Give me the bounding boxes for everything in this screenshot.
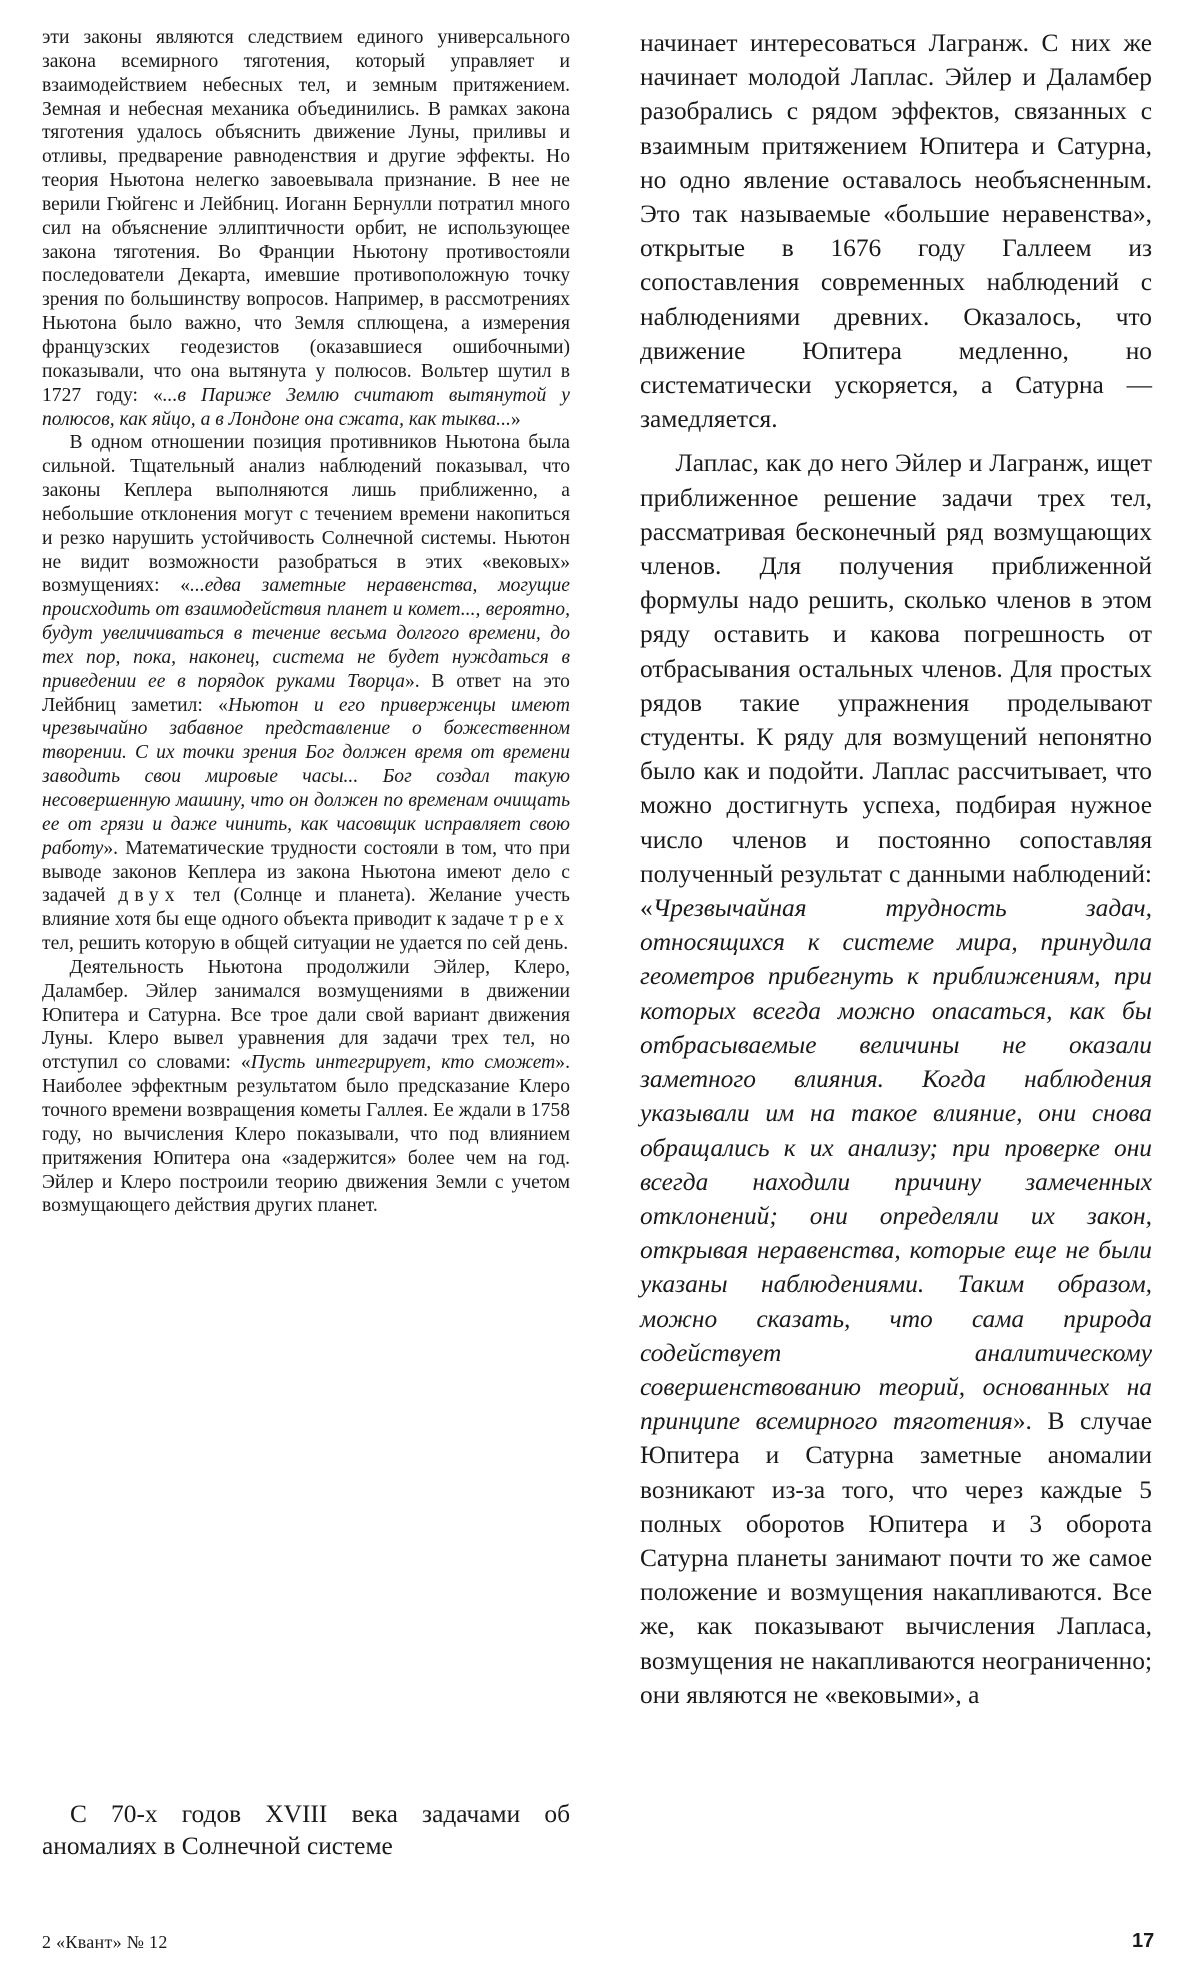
page-number: 17: [1132, 1930, 1155, 1952]
newton-quote: ...едва заметные неравенства, могущие происходить от взаимодействия планет и комет..., вероятно, будут увеличиваться в течение весьма долгого времени, до тех пор, пока, наконец, система не будет нуждаться в приведении ее в порядок руками Творца: [42, 575, 570, 692]
left-paragraph-1: эти законы являются следствием единого универсального закона всемирного тяготения, который управляет и взаимодействием небесных тел, и земным притяжением. Земная и небесная механика объединились. В рамках закона тяготения удалось объяснить движение Луны, приливы и отливы, предварение равноденствия и другие эффекты. Но теория Ньютона нелегко завоевывала признание. В нее не верили Гюйгенс и Лейбниц. Иоганн Бернулли потратил много сил на объяснение эллиптичности орбит, не использующее закона тяготения. Во Франции Ньютону противостояли последователи Декарта, имевшие противоположную точку зрения по большинству вопросов. Например, в рассмотрениях Ньютона было важно, что Земля сплющена, а измерения французских геодезистов (оказавшиеся ошибочными) показывали, что она вытянута у полюсов. Вольтер шутил в 1727 году: «...в Париже Землю считают вытянутой у полюсов, как яйцо, а в Лондоне она сжата, как тыква...»: [42, 27, 570, 430]
left-column: [42, 26, 570, 1218]
left-paragraph-2: В одном отношении позиция противников Ньютона была сильной. Тщательный анализ наблюдений показывал, что законы Кеплера выполняются лишь приближенно, а небольшие отклонения могут с течением времени накопиться и резко нарушить устойчивость Солнечной системы. Ньютон не видит возможности разобраться в этих «вековых» возмущениях: «...едва заметные неравенства, могущие происходить от взаимодействия планет и комет..., вероятно, будут увеличиваться в течение весьма долгого времени, до тех пор, пока, наконец, система не будет нуждаться в приведении ее в порядок руками Творца». В ответ на это Лейбниц заметил: «Ньютон и его приверженцы имеют чрезвычайно забавное представление о божественном творении. С их точки зрения Бог должен время от времени заводить свои мировые часы... Бог создал такую несовершенную машину, что он должен по временам очищать ее от грязи и даже чинить, как часовщик исправляет свою работу». Математические трудности состояли в том, что при выводе законов Кеплера из закона Ньютона имеют дело с задачей двух тел (Солнце и планета). Желание учесть влияние хотя бы еще одного объекта приводит к задаче трех тел, решить которую в общей ситуации не удается по сей день.: [42, 432, 570, 955]
leibniz-quote: Ньютон и его приверженцы имеют чрезвычайно забавное представление о божественном творении. С их точки зрения Бог должен время от времени заводить свои мировые часы... Бог создал такую несовершенную машину, что он должен по временам очищать ее от грязи и даже чинить, как часовщик исправляет свою работу: [42, 694, 570, 859]
right-paragraph-2: Лаплас, как до него Эйлер и Лагранж, ищет приближенное решение задачи трех тел, рассматривая бесконечный ряд возмущающих членов. Для получения приближенной формулы надо решить, сколько членов в этом ряду оставить и какова погрешность от отбрасывания остальных членов. Для простых рядов такие упражнения проделывают студенты. К ряду для возмущений непонятно было как и подойти. Лаплас рассчитывает, что можно достигнуть успеха, подбирая нужное число членов и постоянно сопоставляя полученный результат с данными наблюдений: «Чрезвычайная трудность задач, относящихся к системе мира, принудила геометров прибегнуть к приближениям, при которых всегда можно опасаться, как бы отбрасываемые величины не оказали заметного влияния. Когда наблюдения указывали им на такое влияние, они снова обращались к их анализу; при проверке они всегда находили причину замеченных отклонений; они определяли их закон, открывая неравенства, которые еще не были указаны наблюдениями. Таким образом, можно сказать, что сама природа содействует аналитическому совершенствованию теорий, основанных на принципе всемирного тяготения». В случае Юпитера и Сатурна заметные аномалии возникают из-за того, что через каждые 5 полных оборотов Юпитера и 3 оборота Сатурна планеты занимают почти то же самое положение и возмущения накапливаются. Все же, как показывают вычисления Лапласа, возмущения не накапливаются неограниченно; они являются не «вековыми», а: [640, 449, 1153, 1709]
section-lead-text: С 70-х годов XVIII века задачами об аномалиях в Солнечной системе: [42, 1800, 570, 1860]
right-column: [640, 26, 1152, 1712]
left-paragraph-3: Деятельность Ньютона продолжили Эйлер, Клеро, Даламбер. Эйлер занимался возмущениями в движении Юпитера и Сатурна. Все трое дали свой вариант движения Луны. Клеро вывел уравнения для задачи трех тел, но отступил со словами: «Пусть интегрирует, кто сможет». Наиболее эффектным результатом было предсказание Клеро точного времени возвращения кометы Галлея. Ее ждали в 1758 году, но вычисления Клеро показывали, что под влиянием притяжения Юпитера она «задержится» более чем на год. Эйлер и Клеро построили теорию движения Земли с учетом возмущающего действия других планет.: [42, 956, 570, 1217]
spaced-word-three: трех: [509, 909, 570, 931]
clairaut-quote: Пусть интегрирует, кто сможет: [250, 1052, 556, 1074]
footer-signature: 2 «Квант» № 12: [42, 1932, 168, 1952]
voltaire-quote: ...в Париже Землю считают вытянутой у полюсов, как яйцо, а в Лондоне она сжата, как тыква...: [42, 384, 570, 430]
right-paragraph-1: начинает интересоваться Лагранж. С них же начинает молодой Лаплас. Эйлер и Даламбер разобрались с рядом эффектов, связанных с взаимным притяжением Юпитера и Сатурна, но одно явление оставалось необъясненным. Это так называемые «большие неравенства», открытые в 1676 году Галлеем из сопоставления современных наблюдений с наблюдениями древних. Оказалось, что движение Юпитера медленно, но систематически ускоряется, а Сатурна — замедляется.: [640, 29, 1152, 434]
laplace-quote: Чрезвычайная трудность задач, относящихся к системе мира, принудила геометров прибегнуть к приближениям, при которых всегда можно опасаться, как бы отбрасываемые величины не оказали заметного влияния. Когда наблюдения указывали им на такое влияние, они снова обращались к их анализу; при проверке они всегда находили причину замеченных отклонений; они определяли их закон, открывая неравенства, которые еще не были указаны наблюдениями. Таким образом, можно сказать, что сама природа содействует аналитическому совершенствованию теорий, основанных на принципе всемирного тяготения: [640, 894, 1152, 1436]
spaced-word-two: двух: [118, 885, 181, 907]
